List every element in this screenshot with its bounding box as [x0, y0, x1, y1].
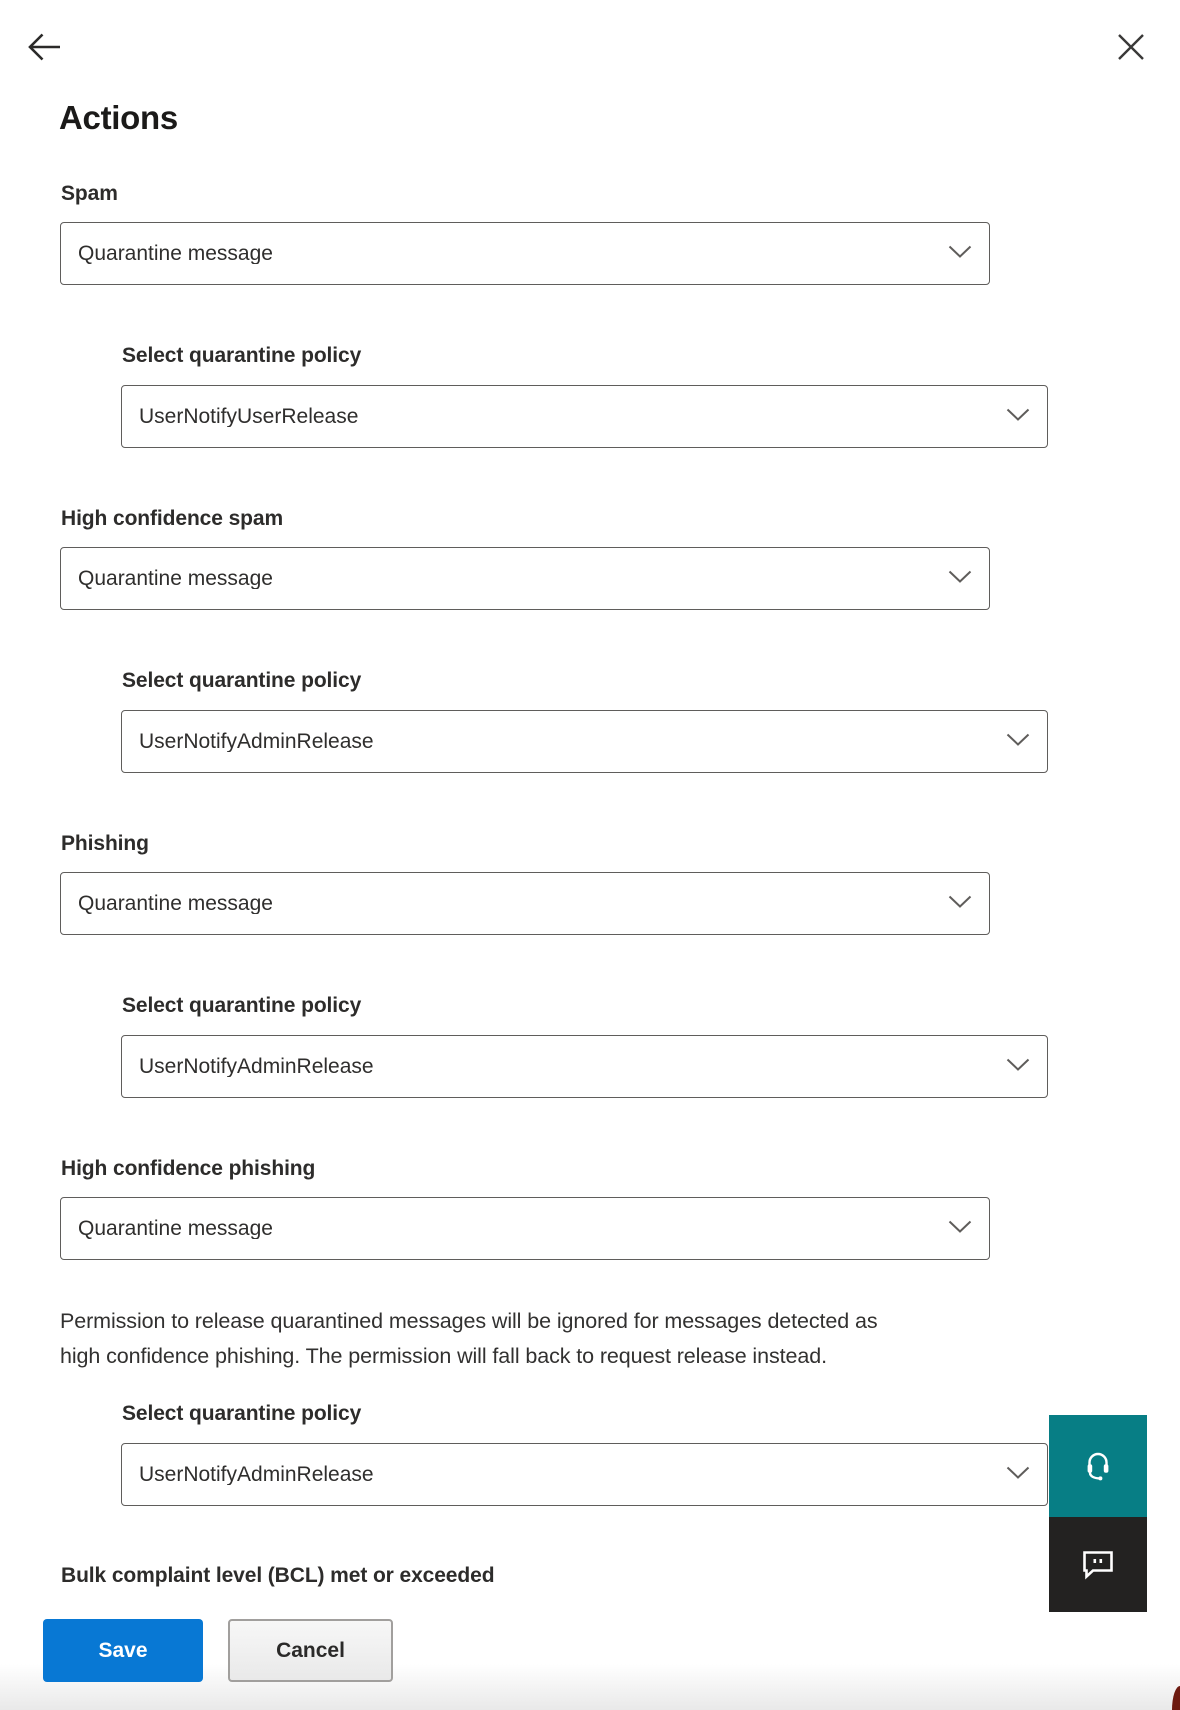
high-confidence-phishing-label: High confidence phishing	[61, 1157, 316, 1180]
help-support-button[interactable]	[1049, 1415, 1147, 1517]
close-icon	[1117, 33, 1145, 61]
spam-label: Spam	[61, 182, 118, 205]
bulk-complaint-level-label: Bulk complaint level (BCL) met or exceeded	[61, 1564, 495, 1587]
back-button[interactable]	[21, 25, 67, 69]
chevron-down-icon	[1006, 1058, 1030, 1076]
high-confidence-spam-policy-dropdown[interactable]	[121, 710, 1048, 773]
chevron-down-icon	[948, 570, 972, 588]
high-confidence-phishing-policy-label: Select quarantine policy	[122, 1402, 362, 1425]
page-title: Actions	[59, 99, 178, 136]
high-confidence-spam-label: High confidence spam	[61, 507, 284, 530]
chevron-down-icon	[1006, 408, 1030, 426]
back-arrow-icon	[27, 31, 61, 63]
phishing-action-dropdown[interactable]	[60, 872, 990, 935]
spam-policy-dropdown[interactable]	[121, 385, 1048, 448]
note-line: high confidence phishing. The permission will fall back to request release instead.	[60, 1343, 827, 1368]
cancel-button[interactable]: Cancel	[228, 1619, 393, 1682]
high-confidence-phishing-note	[60, 1304, 1070, 1373]
headset-icon	[1083, 1450, 1113, 1482]
phishing-action-value: Quarantine message	[78, 893, 273, 914]
spam-policy-label: Select quarantine policy	[122, 344, 362, 367]
high-confidence-spam-action-value: Quarantine message	[78, 568, 273, 589]
feedback-button[interactable]	[1049, 1517, 1147, 1612]
phishing-label: Phishing	[61, 832, 149, 855]
chat-dialog-icon	[1081, 1550, 1115, 1580]
high-confidence-phishing-policy-dropdown[interactable]	[121, 1443, 1048, 1506]
chevron-down-icon	[948, 1220, 972, 1238]
high-confidence-phishing-action-value: Quarantine message	[78, 1218, 273, 1239]
chevron-down-icon	[948, 895, 972, 913]
chevron-down-icon	[948, 245, 972, 263]
save-button[interactable]: Save	[43, 1619, 203, 1682]
high-confidence-phishing-action-dropdown[interactable]	[60, 1197, 990, 1260]
spam-action-dropdown[interactable]	[60, 222, 990, 285]
chevron-down-icon	[1006, 733, 1030, 751]
spam-action-value: Quarantine message	[78, 243, 273, 264]
spam-policy-value: UserNotifyUserRelease	[139, 406, 359, 427]
high-confidence-spam-action-dropdown[interactable]	[60, 547, 990, 610]
chevron-down-icon	[1006, 1466, 1030, 1484]
high-confidence-phishing-policy-value: UserNotifyAdminRelease	[139, 1464, 374, 1485]
note-line: Permission to release quarantined messages will be ignored for messages detected as	[60, 1309, 878, 1333]
phishing-policy-dropdown[interactable]	[121, 1035, 1048, 1098]
close-button[interactable]	[1110, 26, 1152, 68]
footer-bar	[0, 1589, 1180, 1710]
high-confidence-spam-policy-value: UserNotifyAdminRelease	[139, 731, 374, 752]
phishing-policy-label: Select quarantine policy	[122, 994, 362, 1017]
high-confidence-spam-policy-label: Select quarantine policy	[122, 669, 362, 692]
phishing-policy-value: UserNotifyAdminRelease	[139, 1056, 374, 1077]
